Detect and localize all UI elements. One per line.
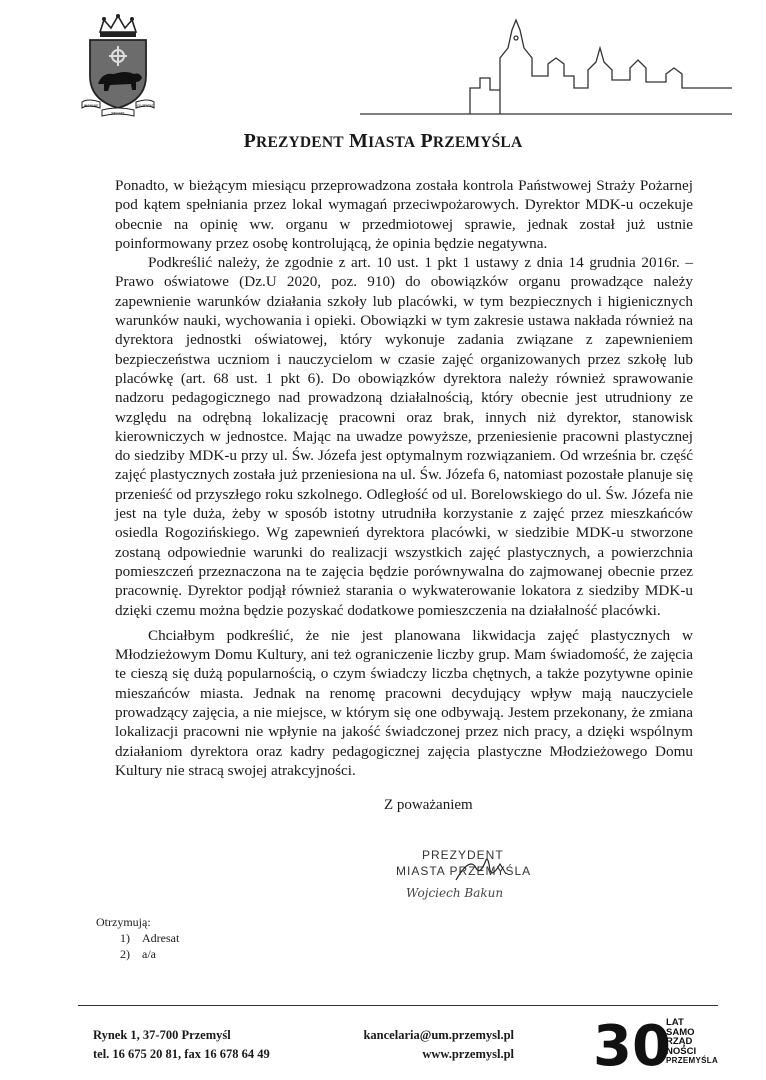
city-coat-of-arms: [80, 14, 156, 118]
closing-text: Z poważaniem: [384, 797, 473, 813]
footer-phone: tel. 16 675 20 81, fax 16 678 64 49: [93, 1047, 270, 1061]
footer-contact: [93, 1026, 270, 1064]
letter-body: [115, 176, 693, 780]
paragraph: Ponadto, w bieżącym miesiącu przeprowadzona została kontrola Państwowej Straży Pożarnej pod kątem spełniania przez lokal wymagań przeciwpożarowych. Dyrektor MDK-u oczekuje obecnie na opinię ww. organu w przedmiotowej sprawie, jednak został już ustnie poinformowany przez osobę kontrolującą, że opinia będzie negatywna.: [115, 177, 693, 252]
recipients-list: [96, 914, 179, 962]
footer-web-contact: [362, 1026, 514, 1064]
recipients-label: Otrzymują:: [96, 915, 151, 929]
city-skyline-illustration: [360, 18, 732, 116]
stamp-line-2: MIASTA PRZEMYŚLA: [396, 864, 532, 878]
anniversary-logo-icon: [593, 1014, 671, 1079]
footer-divider: [78, 1005, 718, 1006]
signatory-name: Wojciech Bakun: [406, 886, 504, 900]
paragraph: Chciałbym podkreślić, że nie jest planowana likwidacja zajęć plastycznych w Młodzieżowym Domu Kultury, ani też ograniczenie liczby grup. Mam świadomość, że zajęcia te cieszą się dużą popularnością, o czym świadczy liczba chętnych, a także pozytywne opinie mieszańców miasta. Jednak na renomę pracowni decydujący wpływ mają nauczyciele prowadzący zajęcia, a nie miejsce, w którym się one odbywają. Jestem przekonany, że zmiana lokalizacji pracowni nie wpłynie na jakość świadczonej przez nich pracy, a dzięki wspólnym działaniom dyrektora oraz kadry pedagogicznej zajęcia plastyczne Młodzieżowego Domu Kultury nie stracą swojej atrakcyjności.: [115, 626, 693, 779]
ribbon-right-text: CIVITATIS: [136, 104, 154, 108]
footer-website[interactable]: www.przemysl.pl: [422, 1047, 514, 1061]
svg-text:30: 30: [593, 1014, 671, 1079]
stamp-line-1: PREZYDENT: [422, 848, 504, 862]
handwritten-signature-icon: [436, 854, 526, 884]
footer-email[interactable]: kancelaria@um.przemysl.pl: [363, 1028, 514, 1042]
footer-address: Rynek 1, 37-700 Przemyśl: [93, 1028, 231, 1042]
anniversary-logo-text: LAT SAMO RZĄD NOŚCI PRZEMYŚLA: [666, 1017, 719, 1065]
signature-stamp: [396, 848, 576, 900]
ribbon-left-text: INSIGNE: [83, 104, 99, 108]
list-item: 1) Adresat: [120, 931, 180, 945]
paragraph: Podkreślić należy, że zgodnie z art. 10 ust. 1 pkt 1 ustawy z dnia 14 grudnia 2016r. – Prawo oświatowe (Dz.U 2020, poz. 910) do obowiązków organu prowadzące należy zapewnienie warunków działania szkoły lub placówki, w tym bezpiecznych i higienicznych warunków nauki, wychowania i opieki. Obowiązki w tym zakresie ustawa nakłada również na dyrektora jednostki oświatowej, który wykonuje zadania związane z zapewnieniem bezpieczeństwa uczniom i nauczycielom w czasie zajęć organizowanych przez szkołę lub placówkę (art. 68 ust. 1 pkt 6). Do obowiązków dyrektora należy również sprawowanie nadzoru pedagogicznego nad prowadzoną działalnością, który obecnie jest utrudniony ze względu na odrębną lokalizację pracowni oraz brak, innych niż dyrektor, stanowisk kierowniczych w jednostce. Mając na uwadze powyższe, przeniesienie pracowni plastycznej do siedziby MDK-u przy ul. Św. Józefa jest optymalnym rozwiązaniem. Od września br. część zajęć plastycznych została już przeniesiona na ul. Św. Józefa 6, natomiast pozostałe planuje się przenieść od przyszłego roku szkolnego. Odległość od ul. Borelowskiego do ul. Św. Józefa nie jest na tyle duża, żeby w sposób istotny utrudniła korzystanie z zajęć przez mieszkańców osiedla Rogozińskiego. Wg zapewnień dyrektora placówki, w siedzibie MDK-u stworzone zostaną odpowiednie warunki do realizacji wszystkich zajęć plastycznych, a powierzchnia pomieszczeń przeznaczona na te zajęcia będzie porównywalna do zajmowanej obecnie przez pracownię. Dyrektor podjął również starania o wykwaterowanie lokatora z siedziby MDK-u dzięki czemu można będzie pozyskać dodatkowe pomieszczenia na działalność placówki.: [115, 254, 693, 619]
list-item: 2) a/a: [120, 947, 156, 961]
page-title: PREZYDENT MIASTA PRZEMYŚLA: [243, 130, 523, 152]
crown-icon: [100, 14, 136, 37]
ribbon-center-text: REGIAE: [111, 111, 125, 116]
